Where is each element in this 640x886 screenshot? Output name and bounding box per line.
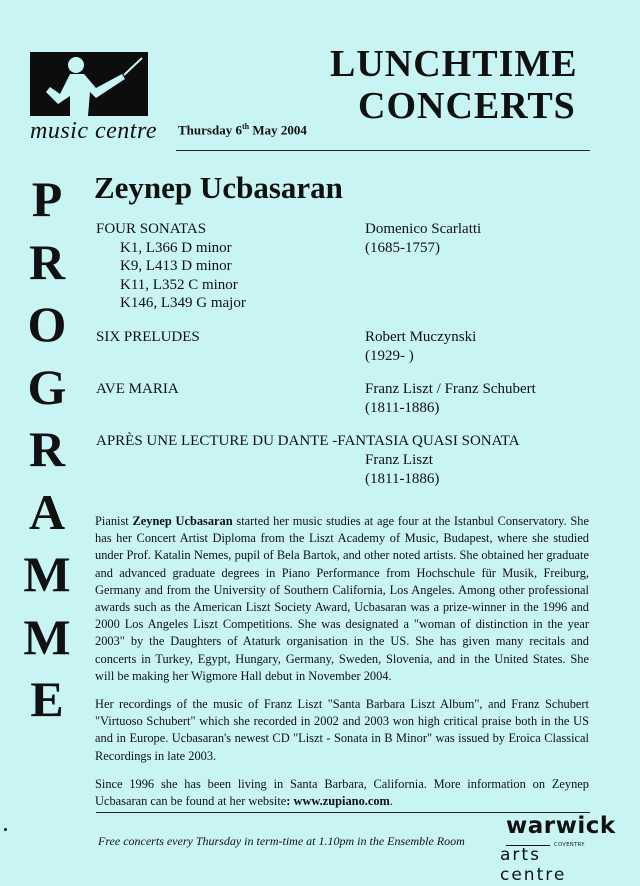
composer-dates: (1811-1886)	[365, 470, 440, 487]
margin-mark	[4, 828, 7, 831]
composer-dates: (1929- )	[365, 347, 414, 364]
side-letter: R	[28, 233, 66, 290]
footer-note: Free concerts every Thursday in term-time at 1.10pm in the Ensemble Room	[98, 834, 465, 848]
conductor-icon	[30, 52, 148, 116]
music-centre-logo	[30, 52, 148, 116]
header-divider	[176, 150, 590, 151]
composer-dates: (1811-1886)	[365, 399, 440, 416]
composer-name: Franz Liszt	[365, 452, 433, 468]
composer-dates: (1685-1757)	[365, 239, 440, 256]
program-item-composer	[365, 451, 439, 488]
bio-paragraph: Pianist Zeynep Ucbasaran started her music studies at age four at the Istanbul Conservatory. She has her Concert Artist Diploma from the Liszt Academy of Music, Budapest, where she studied under Prof. Katalin Nemes, pupil of Bela Bartok, and other noted artists. She obtained her graduate and advanced graduate degrees in Piano Performance from Hochschule für Musik, Freiburg, Germany and from the University of Southern California, Los Angeles. Among other professional awards such as the American Liszt Society Award, Ucbasaran was a prize-winner in the 1996 and 2000 Los Angeles Liszt Competitions. She was designated a "woman of distinction in the year 2003" by the Daughters of Ataturk organisation in the US. She has given many recitals and concerts in Turkey, Egypt, Hungary, Germany, Sweden, Slovenia, and in the United States. She will be making her Wigmore Hall debut in November 2004.	[95, 514, 589, 683]
piece-movement: K9, L413 D minor	[120, 258, 232, 275]
logo-word: warwick	[506, 813, 616, 839]
composer-name: Domenico Scarlatti	[365, 221, 482, 237]
page-title-line1: LUNCHTIME	[330, 43, 578, 85]
side-letter: O	[27, 296, 67, 352]
composer-name: Franz Liszt / Franz Schubert	[365, 381, 536, 397]
side-letter: P	[31, 171, 63, 227]
side-letter: M	[23, 608, 71, 665]
bio-paragraph: Her recordings of the music of Franz Liszt "Santa Barbara Liszt Album", and Franz Schubert "Virtuoso Schubert" which she recorded in 2002 and 2003 won high critical praise both in the US and in Europe. Ucbasaran's newest CD "Liszt - Sonata in B Minor" was issued by Eroica Classical Recordings in late 2003.	[95, 697, 589, 763]
side-letter: E	[30, 671, 64, 727]
bio-paragraph: Since 1996 she has been living in Santa Barbara, California. More information on Zeynep Ucbasaran can be found at her website: www.zupiano.com.	[95, 776, 589, 809]
logo-subtitle: arts centre	[500, 845, 567, 885]
logo-text: music centre	[30, 118, 158, 144]
side-letter: R	[28, 421, 66, 477]
piece-title: APRÈS UNE LECTURE DU DANTE -FANTASIA QUASI SONATA	[96, 433, 520, 449]
composer-name: Robert Muczynski	[365, 329, 477, 345]
performer-biography	[95, 513, 589, 821]
side-letter: M	[23, 546, 71, 602]
side-letter: G	[27, 358, 67, 415]
program-item-title	[96, 380, 179, 399]
program-item-composer	[365, 328, 476, 365]
logo-small-text: COVENTRY	[554, 842, 585, 848]
concert-date: Thursday 6th May 2004	[178, 122, 307, 138]
program-item-title	[96, 220, 246, 313]
piece-title: SIX PRELUDES	[96, 329, 200, 345]
program-item-title	[96, 432, 520, 451]
page-title-line2: CONCERTS	[358, 85, 576, 127]
warwick-arts-centre-logo	[498, 813, 616, 885]
performer-name: Zeynep Ucbasaran	[94, 170, 343, 205]
program-item-composer	[365, 380, 536, 417]
side-letter: A	[28, 483, 66, 540]
piece-movement: K1, L366 D minor	[120, 239, 232, 256]
piece-movement: K11, L352 C minor	[120, 276, 238, 293]
program-item-title	[96, 328, 200, 347]
piece-movement: K146, L349 G major	[120, 295, 246, 312]
piece-title: FOUR SONATAS	[96, 221, 207, 237]
program-item-composer	[365, 220, 481, 257]
website-link[interactable]: : www.zupiano.com	[286, 794, 390, 809]
piece-title: AVE MARIA	[96, 381, 179, 397]
programme-vertical-word	[22, 168, 72, 731]
